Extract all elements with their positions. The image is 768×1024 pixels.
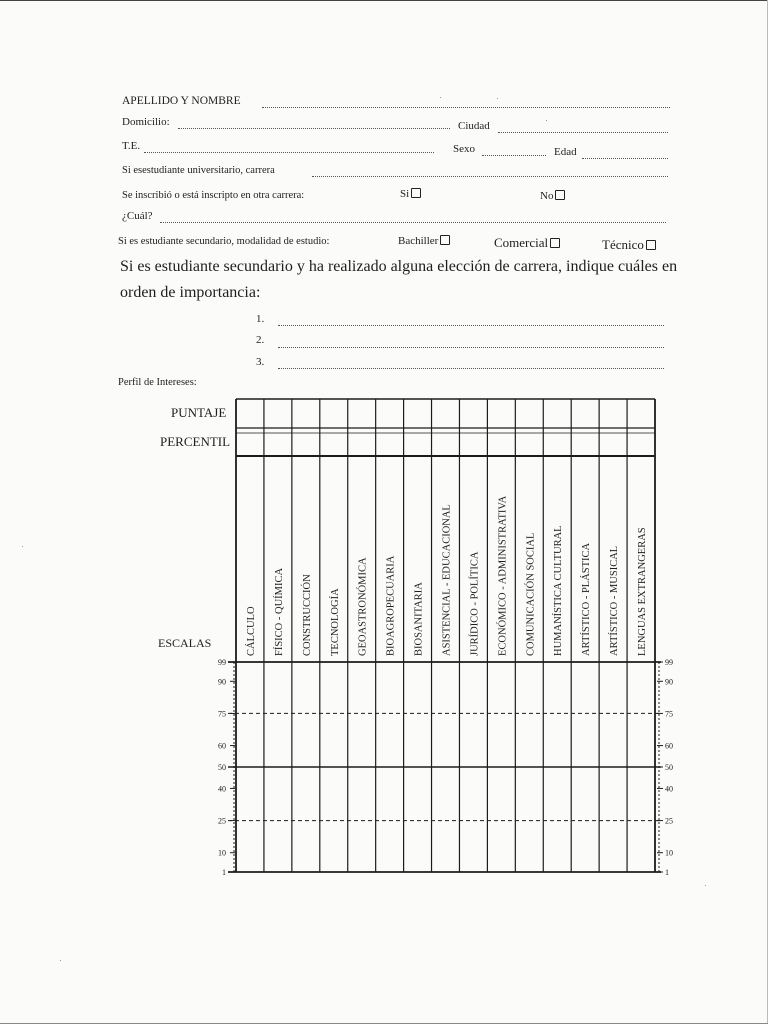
column-header: ARTÍSTICO - MUSICAL bbox=[609, 545, 621, 656]
puntaje-cell[interactable] bbox=[404, 399, 432, 428]
right-scale-label: 99 bbox=[665, 658, 673, 667]
percentil-cell[interactable] bbox=[264, 428, 292, 456]
scale-cell[interactable] bbox=[264, 662, 292, 872]
perfil-label: Perfil de Intereses: bbox=[118, 377, 197, 388]
left-scale-label: 75 bbox=[218, 709, 226, 719]
column-header: BIOSANITARIA bbox=[413, 582, 425, 656]
cual-label: ¿Cuál? bbox=[122, 210, 153, 222]
bachiller-label: Bachiller bbox=[398, 235, 439, 247]
right-scale-label: 50 bbox=[665, 763, 673, 772]
percentil-cell[interactable] bbox=[571, 428, 599, 456]
left-scale-label: 50 bbox=[218, 763, 226, 772]
left-scale-label: 1 bbox=[222, 868, 226, 877]
left-scale-label: 40 bbox=[218, 784, 226, 794]
comercial-label: Comercial bbox=[494, 235, 549, 250]
choice-1-label: 1. bbox=[256, 313, 265, 325]
column-header: ARTÍSTICO - PLÁSTICA bbox=[581, 542, 593, 656]
column-header: COMUNICACIÓN SOCIAL bbox=[525, 532, 537, 656]
choice-2-label: 2. bbox=[256, 334, 265, 346]
choice-3-label: 3. bbox=[256, 356, 265, 368]
column-header: CONSTRUCCIÓN bbox=[301, 574, 313, 656]
percentil-cell[interactable] bbox=[599, 428, 627, 456]
column-header: CÁLCULO bbox=[245, 606, 257, 656]
sexo-label: Sexo bbox=[453, 143, 475, 155]
puntaje-cell[interactable] bbox=[264, 399, 292, 428]
puntaje-cell[interactable] bbox=[432, 399, 460, 428]
right-scale-label: 1 bbox=[665, 868, 669, 877]
left-scale-label: 25 bbox=[218, 816, 226, 826]
scale-cell[interactable] bbox=[515, 662, 543, 872]
eleccion-line-2: orden de importancia: bbox=[120, 284, 261, 301]
percentil-label: PERCENTIL bbox=[160, 434, 231, 449]
percentil-cell[interactable] bbox=[515, 428, 543, 456]
si-label: Si bbox=[400, 188, 410, 200]
scale-cell[interactable] bbox=[348, 662, 376, 872]
scale-cell[interactable] bbox=[571, 662, 599, 872]
no-label: No bbox=[540, 190, 554, 202]
secundario-label: Si es estudiante secundario, modalidad de estudio: bbox=[118, 236, 330, 247]
percentil-cell[interactable] bbox=[320, 428, 348, 456]
scale-cell[interactable] bbox=[432, 662, 460, 872]
puntaje-cell[interactable] bbox=[627, 399, 655, 428]
percentil-cell[interactable] bbox=[487, 428, 515, 456]
left-scale-label: 90 bbox=[218, 677, 226, 687]
column-header: BIOAGROPECUARIA bbox=[385, 555, 397, 656]
puntaje-cell[interactable] bbox=[515, 399, 543, 428]
column-header: TECNOLOGÍA bbox=[329, 588, 341, 656]
puntaje-cell[interactable] bbox=[543, 399, 571, 428]
puntaje-cell[interactable] bbox=[320, 399, 348, 428]
percentil-cell[interactable] bbox=[627, 428, 655, 456]
puntaje-cell[interactable] bbox=[571, 399, 599, 428]
percentil-cell[interactable] bbox=[432, 428, 460, 456]
puntaje-cell[interactable] bbox=[459, 399, 487, 428]
right-scale-label: 25 bbox=[665, 816, 673, 826]
universitario-label: Si esestudiante universitario, carrera bbox=[122, 165, 275, 176]
column-header: LENGUAS EXTRANGERAS bbox=[637, 527, 649, 656]
puntaje-cell[interactable] bbox=[487, 399, 515, 428]
puntaje-cell[interactable] bbox=[236, 399, 264, 428]
column-header: ASISTENCIAL - EDUCACIONAL bbox=[441, 504, 453, 656]
puntaje-cell[interactable] bbox=[292, 399, 320, 428]
percentil-cell[interactable] bbox=[404, 428, 432, 456]
left-scale-label: 99 bbox=[218, 658, 226, 667]
scale-cell[interactable] bbox=[459, 662, 487, 872]
te-label: T.E. bbox=[122, 140, 141, 152]
percentil-cell[interactable] bbox=[236, 428, 264, 456]
column-header: HUMANÍSTICA CULTURAL bbox=[553, 525, 565, 656]
scale-cell[interactable] bbox=[543, 662, 571, 872]
scale-cell[interactable] bbox=[599, 662, 627, 872]
column-header: FÍSICO - QUÍMICA bbox=[273, 567, 285, 656]
puntaje-cell[interactable] bbox=[599, 399, 627, 428]
scale-cell[interactable] bbox=[404, 662, 432, 872]
eleccion-line-1: Si es estudiante secundario y ha realizado alguna elección de carrera, indique cuáles en bbox=[120, 258, 678, 275]
right-scale-label: 60 bbox=[665, 741, 673, 751]
right-scale-label: 40 bbox=[665, 784, 673, 794]
scale-cell[interactable] bbox=[487, 662, 515, 872]
percentil-cell[interactable] bbox=[459, 428, 487, 456]
scale-cell[interactable] bbox=[627, 662, 655, 872]
scale-cell[interactable] bbox=[320, 662, 348, 872]
puntaje-cell[interactable] bbox=[376, 399, 404, 428]
column-header: GEOASTRONÓMICA bbox=[357, 557, 369, 656]
otra-carrera-label: Se inscribió o está inscripto en otra carrera: bbox=[122, 190, 305, 201]
percentil-cell[interactable] bbox=[376, 428, 404, 456]
tecnico-label: Técnico bbox=[602, 237, 644, 252]
right-scale-label: 75 bbox=[665, 709, 673, 719]
ciudad-label: Ciudad bbox=[458, 120, 490, 132]
percentil-cell[interactable] bbox=[348, 428, 376, 456]
scale-cell[interactable] bbox=[292, 662, 320, 872]
percentil-cell[interactable] bbox=[292, 428, 320, 456]
left-scale-label: 60 bbox=[218, 741, 226, 751]
scale-cell[interactable] bbox=[236, 662, 264, 872]
right-scale-label: 90 bbox=[665, 677, 673, 687]
escalas-label: ESCALAS bbox=[158, 636, 212, 650]
edad-label: Edad bbox=[554, 146, 577, 158]
column-header: JURÍDICO - POLÍTICA bbox=[469, 551, 481, 656]
right-scale-label: 10 bbox=[665, 848, 673, 858]
column-header: ECONÓMICO - ADMINISTRATIVA bbox=[497, 495, 509, 656]
percentil-cell[interactable] bbox=[543, 428, 571, 456]
scale-cell[interactable] bbox=[376, 662, 404, 872]
apellido-label: APELLIDO Y NOMBRE bbox=[122, 95, 241, 107]
puntaje-cell[interactable] bbox=[348, 399, 376, 428]
puntaje-label: PUNTAJE bbox=[171, 405, 227, 420]
domicilio-label: Domicilio: bbox=[122, 116, 170, 128]
left-scale-label: 10 bbox=[218, 848, 226, 858]
